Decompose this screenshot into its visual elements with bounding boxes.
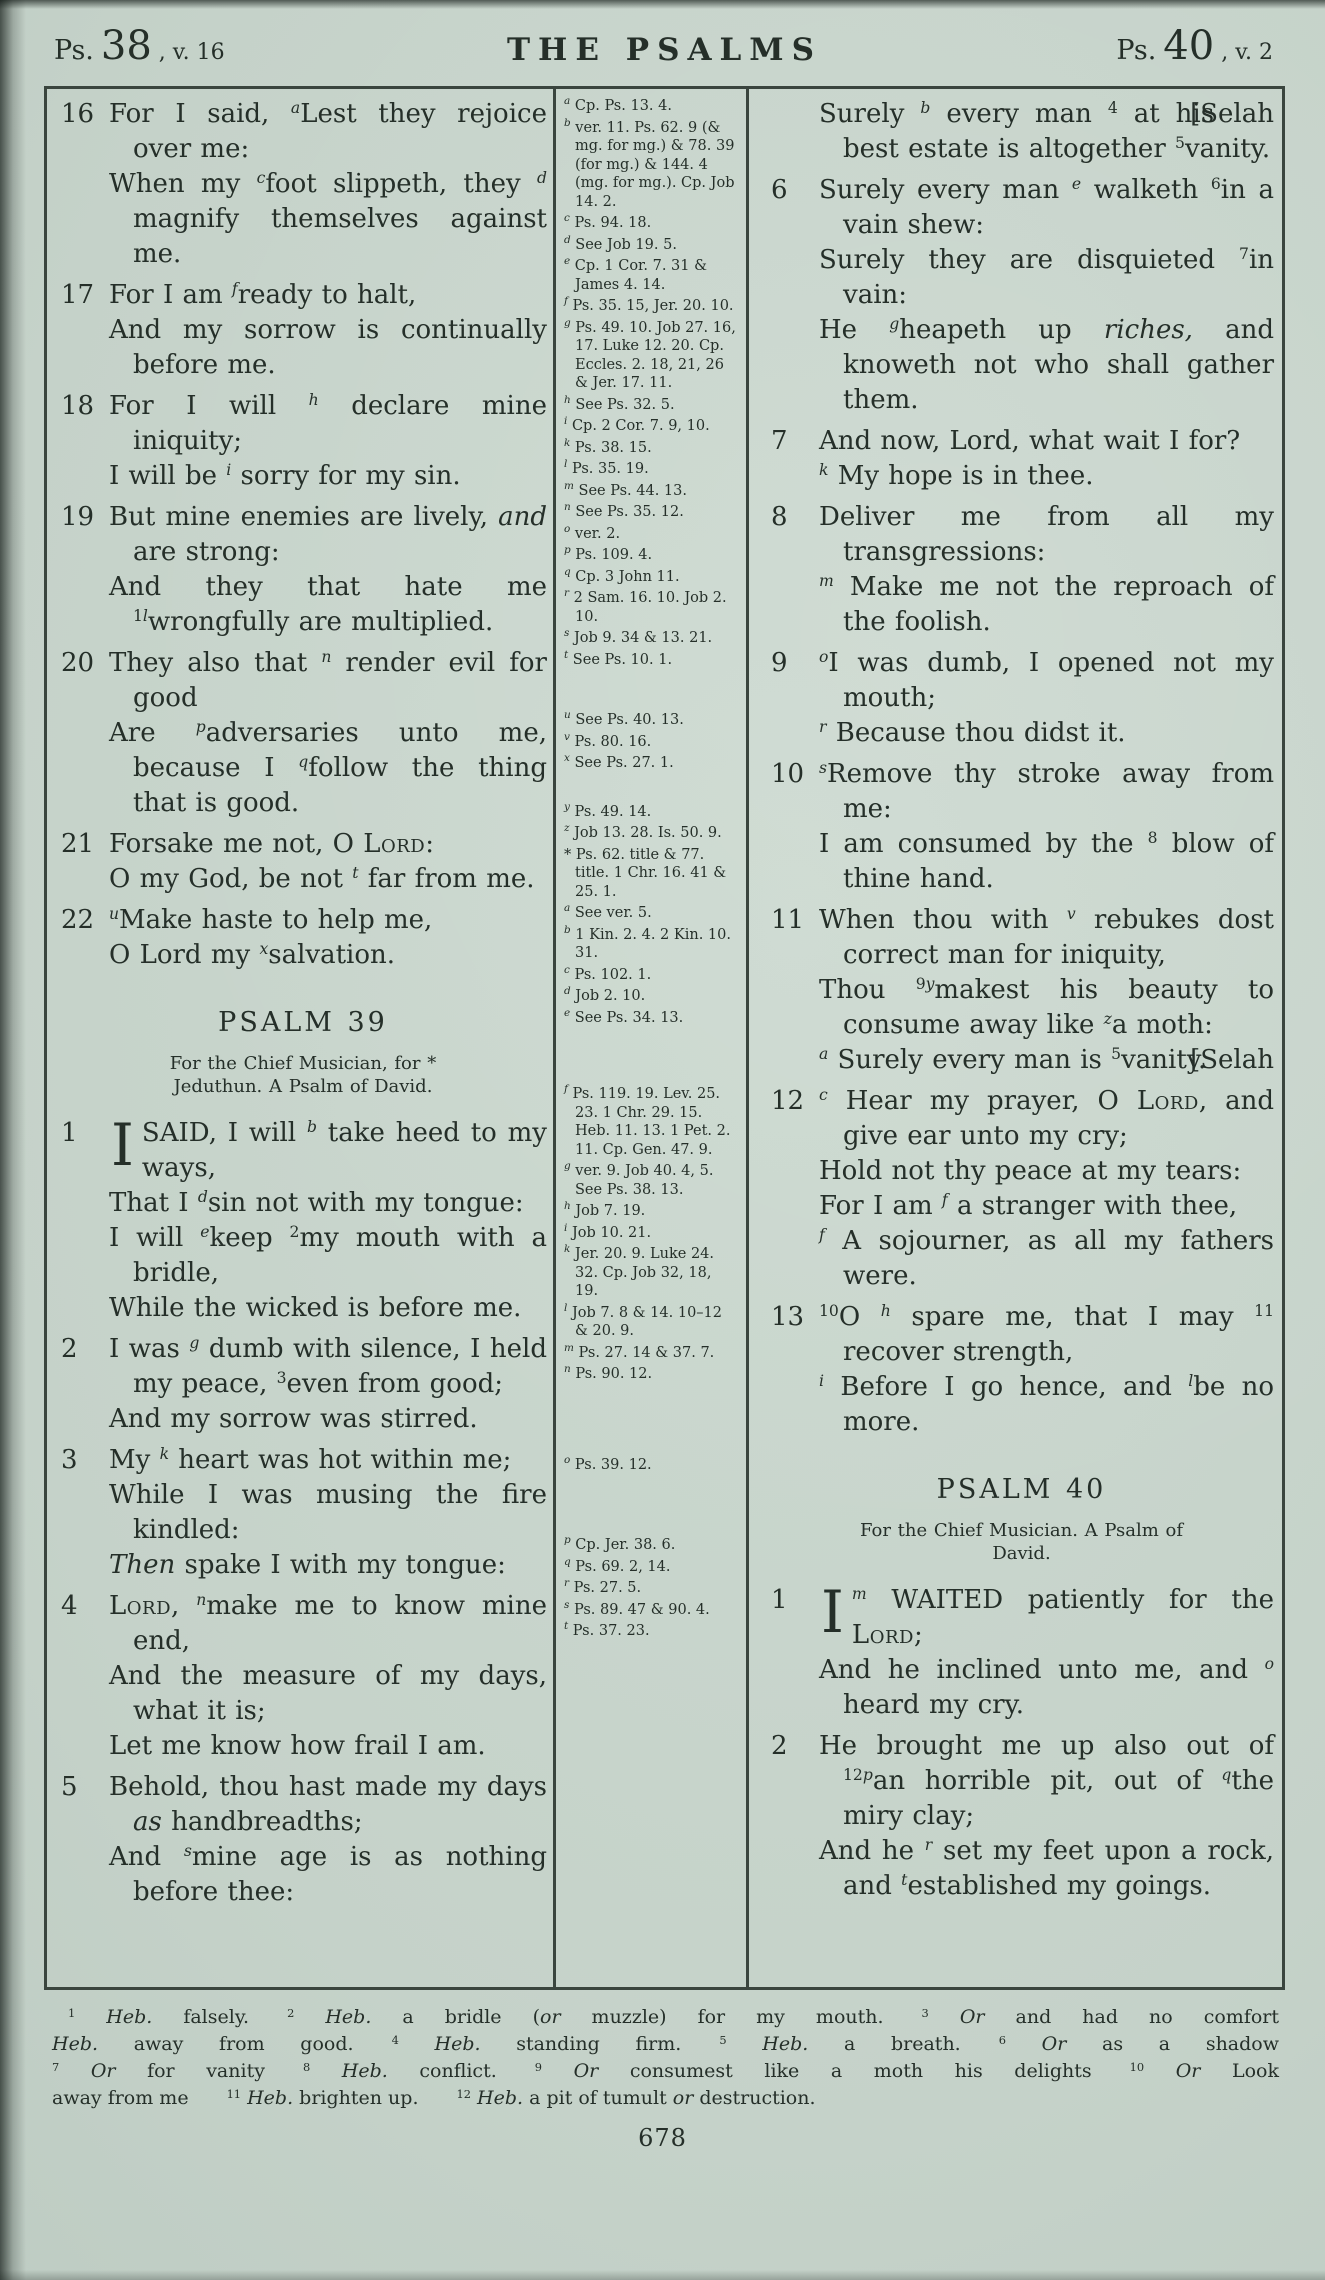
left-text-column	[47, 89, 553, 1987]
verse-line: Surely they are disquieted $^7$in vain:	[819, 245, 1274, 310]
verse-line: I am consumed by the $^8$ blow of thine hand.	[819, 829, 1274, 894]
verse	[769, 903, 1274, 1078]
verse-number: 22	[61, 905, 95, 935]
cross-reference: $^l$ Ps. 35. 19.	[564, 458, 649, 477]
cross-reference: $^s$ Ps. 89. 47 & 90. 4.	[564, 1598, 710, 1618]
footnote-line: $^7$ Or for vanity $^8$ Heb. conflict. $^9$ Or consumest like a moth his delights $^{10}$ Or Look	[52, 2059, 1279, 2082]
drop-cap: I	[821, 1578, 844, 1646]
cross-reference: $^d$ See Job 19. 5.	[564, 233, 677, 253]
verse	[769, 1084, 1274, 1294]
verse	[769, 424, 1274, 494]
cross-reference: $^g$ ver. 9. Job 40. 4, 5. See Ps. 38. 13.	[564, 1160, 714, 1198]
cross-reference-column	[553, 89, 749, 1987]
verse	[59, 278, 547, 383]
verse-line: They also that $^n$ render evil for good	[109, 648, 547, 713]
verse	[769, 757, 1274, 897]
psalm-subtitle: For the Chief Musician. A Psalm of David.	[859, 1520, 1183, 1564]
psalm-heading: PSALM 39	[218, 1007, 388, 1038]
cross-reference: $^q$ Cp. 3 John 11.	[564, 565, 680, 585]
cross-reference: $^z$ Job 13. 28. Is. 50. 9.	[564, 822, 722, 841]
verse-number: 19	[61, 502, 95, 532]
scan-gutter-left	[0, 0, 26, 2280]
cross-reference: $^b$ ver. 11. Ps. 62. 9 (& mg. for mg.) & 78. 39 (for mg.) & 144. 4 (mg. for mg.). Cp. Job 14. 2.	[564, 116, 735, 210]
verse-line: I $^m$ WAITED patiently for the Lord;	[821, 1578, 1274, 1650]
verse-line: And now, Lord, what wait I for?	[819, 426, 1241, 456]
verse-line: And my sorrow was stirred.	[109, 1404, 478, 1434]
cross-reference: $^t$ See Ps. 10. 1.	[564, 648, 673, 668]
verse-line: And the measure of my days, what it is;	[109, 1661, 547, 1726]
verse-number: 11	[771, 905, 805, 935]
cross-reference: $^p$ Ps. 109. 4.	[564, 544, 653, 563]
cross-reference: $^r$ Ps. 27. 5.	[564, 1577, 642, 1596]
page-number: 678	[638, 2124, 687, 2152]
verse-line: And he inclined unto me, and $^o$ heard my cry.	[819, 1655, 1274, 1720]
verse-number: 17	[61, 280, 95, 310]
verse-number: 6	[771, 175, 788, 205]
cross-reference: $^o$ Ps. 39. 12.	[564, 1453, 652, 1473]
verse-line: $^i$ Before I go hence, and $^l$be no more.	[819, 1372, 1274, 1437]
verse-line: Hold not thy peace at my tears:	[819, 1156, 1242, 1186]
verse-line: O my God, be not $^t$ far from me.	[109, 864, 535, 894]
verse-line: $^u$Make haste to help me,	[109, 905, 433, 935]
verse-line: ISAID, I will $^b$ take heed to my ways,	[111, 1111, 547, 1183]
verse-line: $^m$ Make me not the reproach of the foolish.	[819, 572, 1274, 637]
drop-cap: I	[111, 1111, 134, 1179]
verse-line: But mine enemies are lively, and are strong:	[109, 502, 547, 567]
cross-reference: $^f$ Ps. 35. 15, Jer. 20. 10.	[564, 295, 734, 314]
verse-line: Thou $^{9y}$makest his beauty to consume away like $^z$a moth:	[819, 975, 1274, 1040]
scan-edge-top	[0, 0, 1325, 9]
cross-reference: $^a$ See ver. 5.	[564, 902, 652, 921]
footnote-line: Heb. away from good. $^4$ Heb. standing firm. $^5$ Heb. a breath. $^6$ Or as a shadow	[52, 2032, 1279, 2055]
verse-line: For I will $^h$ declare mine iniquity;	[109, 391, 548, 456]
verse-number: 1	[771, 1585, 788, 1615]
cross-reference: $^n$ Ps. 90. 12.	[564, 1363, 653, 1382]
cross-reference: $^i$ Job 10. 21.	[564, 1221, 652, 1241]
cross-reference: $^o$ ver. 2.	[564, 522, 621, 542]
psalm-heading: PSALM 40	[936, 1474, 1107, 1505]
reference-group	[564, 800, 738, 1028]
cross-reference: $^m$ See Ps. 44. 13.	[564, 479, 687, 499]
cross-reference: $^c$ Ps. 102. 1.	[564, 963, 652, 983]
cross-reference: $^h$ Job 7. 19.	[564, 1200, 646, 1219]
reference-group	[564, 711, 738, 773]
verse-line: Are $^p$adversaries unto me, because I $^q$follow the thing that is good.	[109, 718, 547, 818]
text-block-frame	[44, 86, 1285, 1990]
cross-reference: $^f$ Ps. 119. 19. Lev. 25. 23. 1 Chr. 29. 15. Heb. 11. 13. 1 Pet. 2. 11. Cp. Gen. 47. 9.	[564, 1083, 731, 1158]
cross-reference: $^c$ Ps. 94. 18.	[564, 212, 652, 231]
verse-line: I will be $^i$ sorry for my sin.	[109, 461, 461, 491]
verse-number: 7	[771, 426, 788, 456]
verse-line: And my sorrow is continually before me.	[109, 315, 547, 380]
verse-line: He brought me up also out of $^{12p}$an horrible pit, out of $^q$the miry clay;	[819, 1731, 1274, 1831]
verse-number: 4	[61, 1591, 78, 1621]
verse-line: And $^s$mine age is as nothing before thee:	[109, 1842, 547, 1907]
verse-line: When my $^c$foot slippeth, they $^d$ magnify themselves against me.	[109, 169, 547, 269]
verse-number: 2	[771, 1731, 788, 1761]
verse	[769, 500, 1274, 640]
running-head-right	[1116, 23, 1273, 69]
verse-line: Then spake I with my tongue:	[109, 1550, 506, 1580]
verse-line: Behold, thou hast made my days as handbreadths;	[109, 1772, 547, 1837]
verse-line: $^f$ A sojourner, as all my fathers were.	[819, 1226, 1274, 1291]
scan-edge-bottom	[0, 2270, 1325, 2280]
verse-line: Forsake me not, O Lord:	[109, 829, 434, 859]
cross-reference: $^e$ Cp. 1 Cor. 7. 31 & James 4. 14.	[564, 255, 708, 293]
footnote-line: away from me $^{11}$ Heb. brighten up. $^{12}$ Heb. a pit of tumult or destruction.	[52, 2086, 816, 2109]
running-head-right-psalm-number: 40	[1163, 23, 1215, 69]
cross-reference: $^g$ Ps. 49. 10. Job 27. 16, 17. Luke 12. 20. Cp. Eccles. 2. 18, 21, 26 & Jer. 17. 11.	[564, 316, 736, 391]
verse	[59, 827, 547, 897]
cross-reference: $^p$ Cp. Jer. 38. 6.	[564, 1534, 676, 1553]
verse-line: Deliver me from all my transgressions:	[819, 502, 1274, 567]
cross-reference: $^d$ Job 2. 10.	[564, 985, 646, 1004]
verse-line: $^c$ Hear my prayer, O Lord, and give ear unto my cry;	[819, 1086, 1274, 1151]
verse	[769, 97, 1274, 167]
selah-marker: [Selah	[1190, 99, 1274, 129]
verse	[769, 1300, 1274, 1440]
cross-reference: $^a$ Cp. Ps. 13. 4.	[564, 95, 672, 114]
verse	[769, 1578, 1274, 1723]
running-head-left-ps: Ps.	[54, 35, 94, 66]
verse	[59, 389, 547, 494]
verse	[769, 173, 1274, 418]
cross-reference: $^s$ Job 9. 34 & 13. 21.	[564, 627, 713, 646]
verse-line: My $^k$ heart was hot within me;	[109, 1445, 512, 1475]
verse-number: 1	[61, 1118, 78, 1148]
verse-number: 10	[771, 759, 805, 789]
verse-number: 12	[771, 1086, 805, 1116]
reference-group	[564, 1085, 738, 1384]
verse-number: 5	[61, 1772, 78, 1802]
verse-line: When thou with $^v$ rebukes dost correct man for iniquity,	[819, 905, 1274, 970]
verse	[59, 903, 547, 973]
verse-number: 3	[61, 1445, 78, 1475]
verse-line: $^k$ My hope is in thee.	[819, 461, 1094, 491]
verse-line: And he $^r$ set my feet upon a rock, and $^t$established my goings.	[819, 1836, 1275, 1901]
verse-number: 9	[771, 648, 788, 678]
cross-reference: $^r$ 2 Sam. 16. 10. Job 2. 10.	[564, 587, 727, 625]
cross-reference: $^v$ Ps. 80. 16.	[564, 730, 652, 750]
psalm-subtitle: For the Chief Musician, for * Jeduthun. A Psalm of David.	[169, 1053, 437, 1097]
verse-line: $^o$I was dumb, I opened not my mouth;	[819, 648, 1274, 713]
verse	[769, 646, 1274, 751]
verse-line: While the wicked is before me.	[109, 1293, 522, 1323]
verse-number: 2	[61, 1334, 78, 1364]
cross-reference: $^l$ Job 7. 8 & 14. 10–12 & 20. 9.	[564, 1301, 723, 1339]
reference-group	[564, 1453, 738, 1475]
verse-number: 16	[61, 99, 95, 129]
footnotes	[52, 2004, 1279, 2112]
verse-line: [Selah Surely $^b$ every man $^4$ at his best estate is altogether $^5$vanity.	[819, 99, 1274, 164]
verse	[59, 1770, 547, 1910]
verse-line: For I said, $^a$Lest they rejoice over me:	[109, 99, 547, 164]
right-text-column	[749, 89, 1282, 1987]
running-head-right-ps: Ps.	[1116, 35, 1157, 66]
running-head-left-psalm-number: 38	[100, 23, 152, 69]
cross-reference: $^e$ See Ps. 34. 13.	[564, 1006, 684, 1026]
verse-line: And they that hate me $^{1l}$wrongfully are multiplied.	[109, 572, 547, 637]
verse	[59, 1443, 547, 1583]
cross-reference: $^q$ Ps. 69. 2, 14.	[564, 1555, 671, 1575]
verse	[769, 1729, 1274, 1904]
verse-line: I was $^g$ dumb with silence, I held my peace, $^3$even from good;	[109, 1334, 547, 1399]
verse-number: 13	[771, 1302, 805, 1332]
cross-reference: $^t$ Ps. 37. 23.	[564, 1620, 650, 1639]
selah-marker: [Selah	[1190, 1045, 1274, 1075]
cross-reference: $^k$ Ps. 38. 15.	[564, 436, 652, 456]
verse-number: 18	[61, 391, 95, 421]
footnote-line: $^1$ Heb. falsely. $^2$ Heb. a bridle (or muzzle) for my mouth. $^3$ Or and had no comfort	[68, 2005, 1280, 2028]
verse-line: That I $^d$sin not with my tongue:	[109, 1188, 524, 1218]
verse-line: Surely every man $^e$ walketh $^6$in a vain shew:	[819, 175, 1275, 240]
running-head-left-verse: , v. 16	[158, 40, 225, 65]
verse-line: Let me know how frail I am.	[109, 1731, 486, 1761]
verse-number: 21	[61, 829, 95, 859]
cross-reference: $^y$ Ps. 49. 14.	[564, 800, 652, 820]
cross-reference: $^h$ See Ps. 32. 5.	[564, 393, 675, 413]
reference-group	[564, 97, 738, 669]
verse	[59, 1589, 547, 1764]
page-title: THE PSALMS	[506, 32, 823, 68]
cross-reference: $^i$ Cp. 2 Cor. 7. 9, 10.	[564, 415, 710, 434]
cross-reference: $^n$ See Ps. 35. 12.	[564, 501, 684, 520]
verse-line: While I was musing the fire kindled:	[109, 1480, 547, 1545]
cross-reference: $^u$ See Ps. 40. 13.	[564, 709, 684, 728]
verse-line: $^r$ Because thou didst it.	[819, 718, 1126, 748]
cross-reference: $^k$ Jer. 20. 9. Luke 24. 32. Cp. Job 32, 18, 19.	[564, 1243, 715, 1299]
verse-line: O Lord my $^x$salvation.	[109, 940, 396, 970]
verse-line: [Selah $^a$ Surely every man is $^5$vanity.	[819, 1043, 1274, 1078]
cross-reference: * Ps. 62. title & 77. title. 1 Chr. 16. 41 & 25. 1.	[564, 846, 727, 900]
cross-reference: $^b$ 1 Kin. 2. 4. 2 Kin. 10. 31.	[564, 923, 731, 961]
verse	[59, 646, 547, 821]
verse-line: $^{10}$O $^h$ spare me, that I may $^{11}$ recover strength,	[819, 1302, 1274, 1367]
cross-reference: $^m$ Ps. 27. 14 & 37. 7.	[564, 1341, 715, 1361]
verse	[59, 1111, 547, 1326]
verse	[59, 500, 547, 640]
running-head-right-verse: , v. 2	[1221, 40, 1273, 65]
verse-line: For I am $^f$ a stranger with thee,	[819, 1191, 1238, 1221]
verse-line: $^s$Remove thy stroke away from me:	[819, 759, 1274, 824]
running-head	[48, 23, 1281, 80]
verse-line: For I am $^f$ready to halt,	[109, 280, 417, 310]
verse	[59, 1332, 547, 1437]
verse	[59, 97, 547, 272]
verse-number: 8	[771, 502, 788, 532]
verse-line: He $^g$heapeth up riches, and knoweth not who shall gather them.	[819, 315, 1275, 415]
verse-number: 20	[61, 648, 95, 678]
verse-line: Lord, $^n$make me to know mine end,	[109, 1591, 548, 1656]
reference-group	[564, 1536, 738, 1641]
cross-reference: $^x$ See Ps. 27. 1.	[564, 752, 674, 771]
verse-line: I will $^e$keep $^2$my mouth with a bridle,	[109, 1223, 547, 1288]
